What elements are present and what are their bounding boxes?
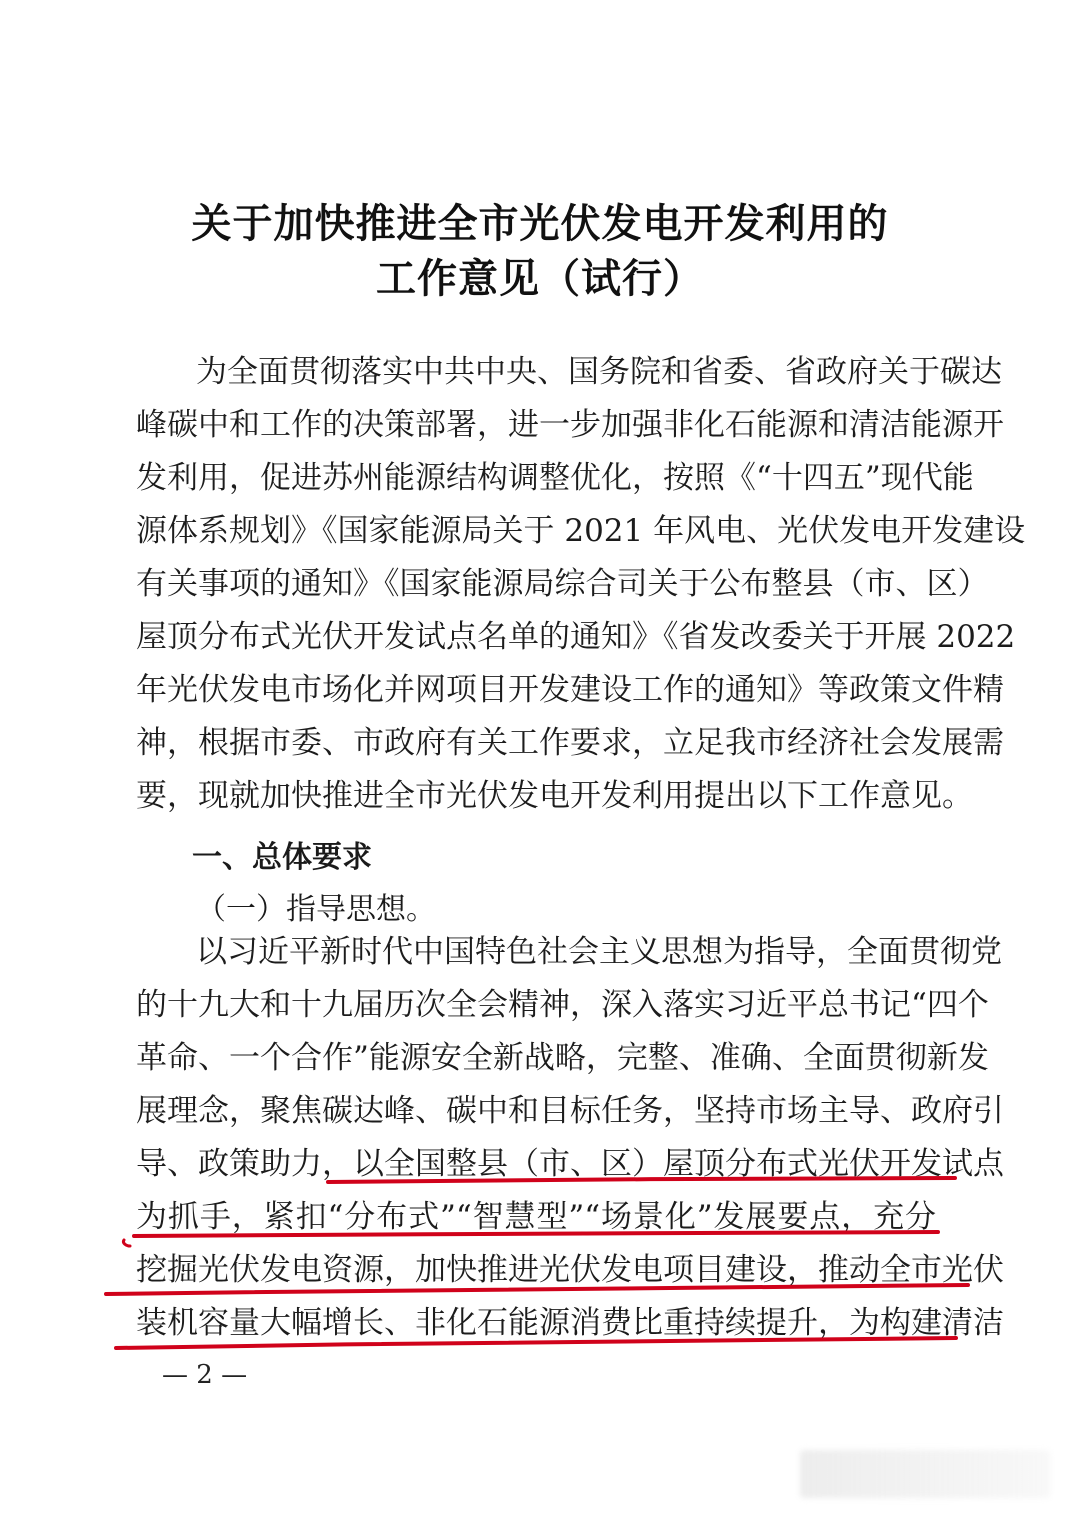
document-title-line-1: 关于加快推进全市光伏发电开发利用的 bbox=[191, 200, 889, 247]
body-line: 革命、一个合作”能源安全新战略，完整、准确、全面贯彻新发 bbox=[136, 1040, 989, 1076]
body-line: 以习近平新时代中国特色社会主义思想为指导，全面贯彻党 bbox=[196, 934, 1002, 970]
intro-line: 为全面贯彻落实中共中央、国务院和省委、省政府关于碳达 bbox=[196, 354, 1002, 390]
intro-line: 要，现就加快推进全市光伏发电开发利用提出以下工作意见。 bbox=[136, 778, 973, 814]
body-line: 挖掘光伏发电资源，加快推进光伏发电项目建设，推动全市光伏 bbox=[136, 1252, 1004, 1288]
intro-line: 屋顶分布式光伏开发试点名单的通知》《省发改委关于开展 2022 bbox=[136, 619, 1016, 655]
intro-line: 峰碳中和工作的决策部署，进一步加强非化石能源和清洁能源开 bbox=[136, 407, 1004, 443]
intro-line: 神，根据市委、市政府有关工作要求，立足我市经济社会发展需 bbox=[136, 725, 1004, 761]
section-heading: 一、总体要求 bbox=[192, 840, 372, 875]
body-line: 装机容量大幅增长、非化石能源消费比重持续提升，为构建清洁 bbox=[136, 1305, 1004, 1341]
body-line: 为抓手，紧扣“分布式”“智慧型”“场景化”发展要点，充分 bbox=[136, 1199, 936, 1235]
document-title-line-2: 工作意见（试行） bbox=[376, 255, 704, 302]
intro-line: 有关事项的通知》《国家能源局综合司关于公布整县（市、区） bbox=[136, 566, 989, 602]
intro-line: 发利用，促进苏州能源结构调整优化，按照《“十四五”现代能 bbox=[136, 460, 974, 496]
page-number: — 2 — bbox=[162, 1360, 248, 1390]
intro-line: 年光伏发电市场化并网项目开发建设工作的通知》等政策文件精 bbox=[136, 672, 1004, 708]
blurred-watermark bbox=[800, 1450, 1050, 1498]
body-line: 展理念，聚焦碳达峰、碳中和目标任务，坚持市场主导、政府引 bbox=[136, 1093, 1004, 1129]
red-underline-stroke bbox=[123, 1240, 130, 1246]
subsection-heading: （一）指导思想。 bbox=[196, 892, 436, 927]
intro-line: 源体系规划》《国家能源局关于 2021 年风电、光伏发电开发建设 bbox=[136, 513, 1026, 549]
body-line: 的十九大和十九届历次全会精神，深入落实习近平总书记“四个 bbox=[136, 987, 989, 1023]
body-line: 导、政策助力，以全国整县（市、区）屋顶分布式光伏开发试点 bbox=[136, 1146, 1004, 1182]
